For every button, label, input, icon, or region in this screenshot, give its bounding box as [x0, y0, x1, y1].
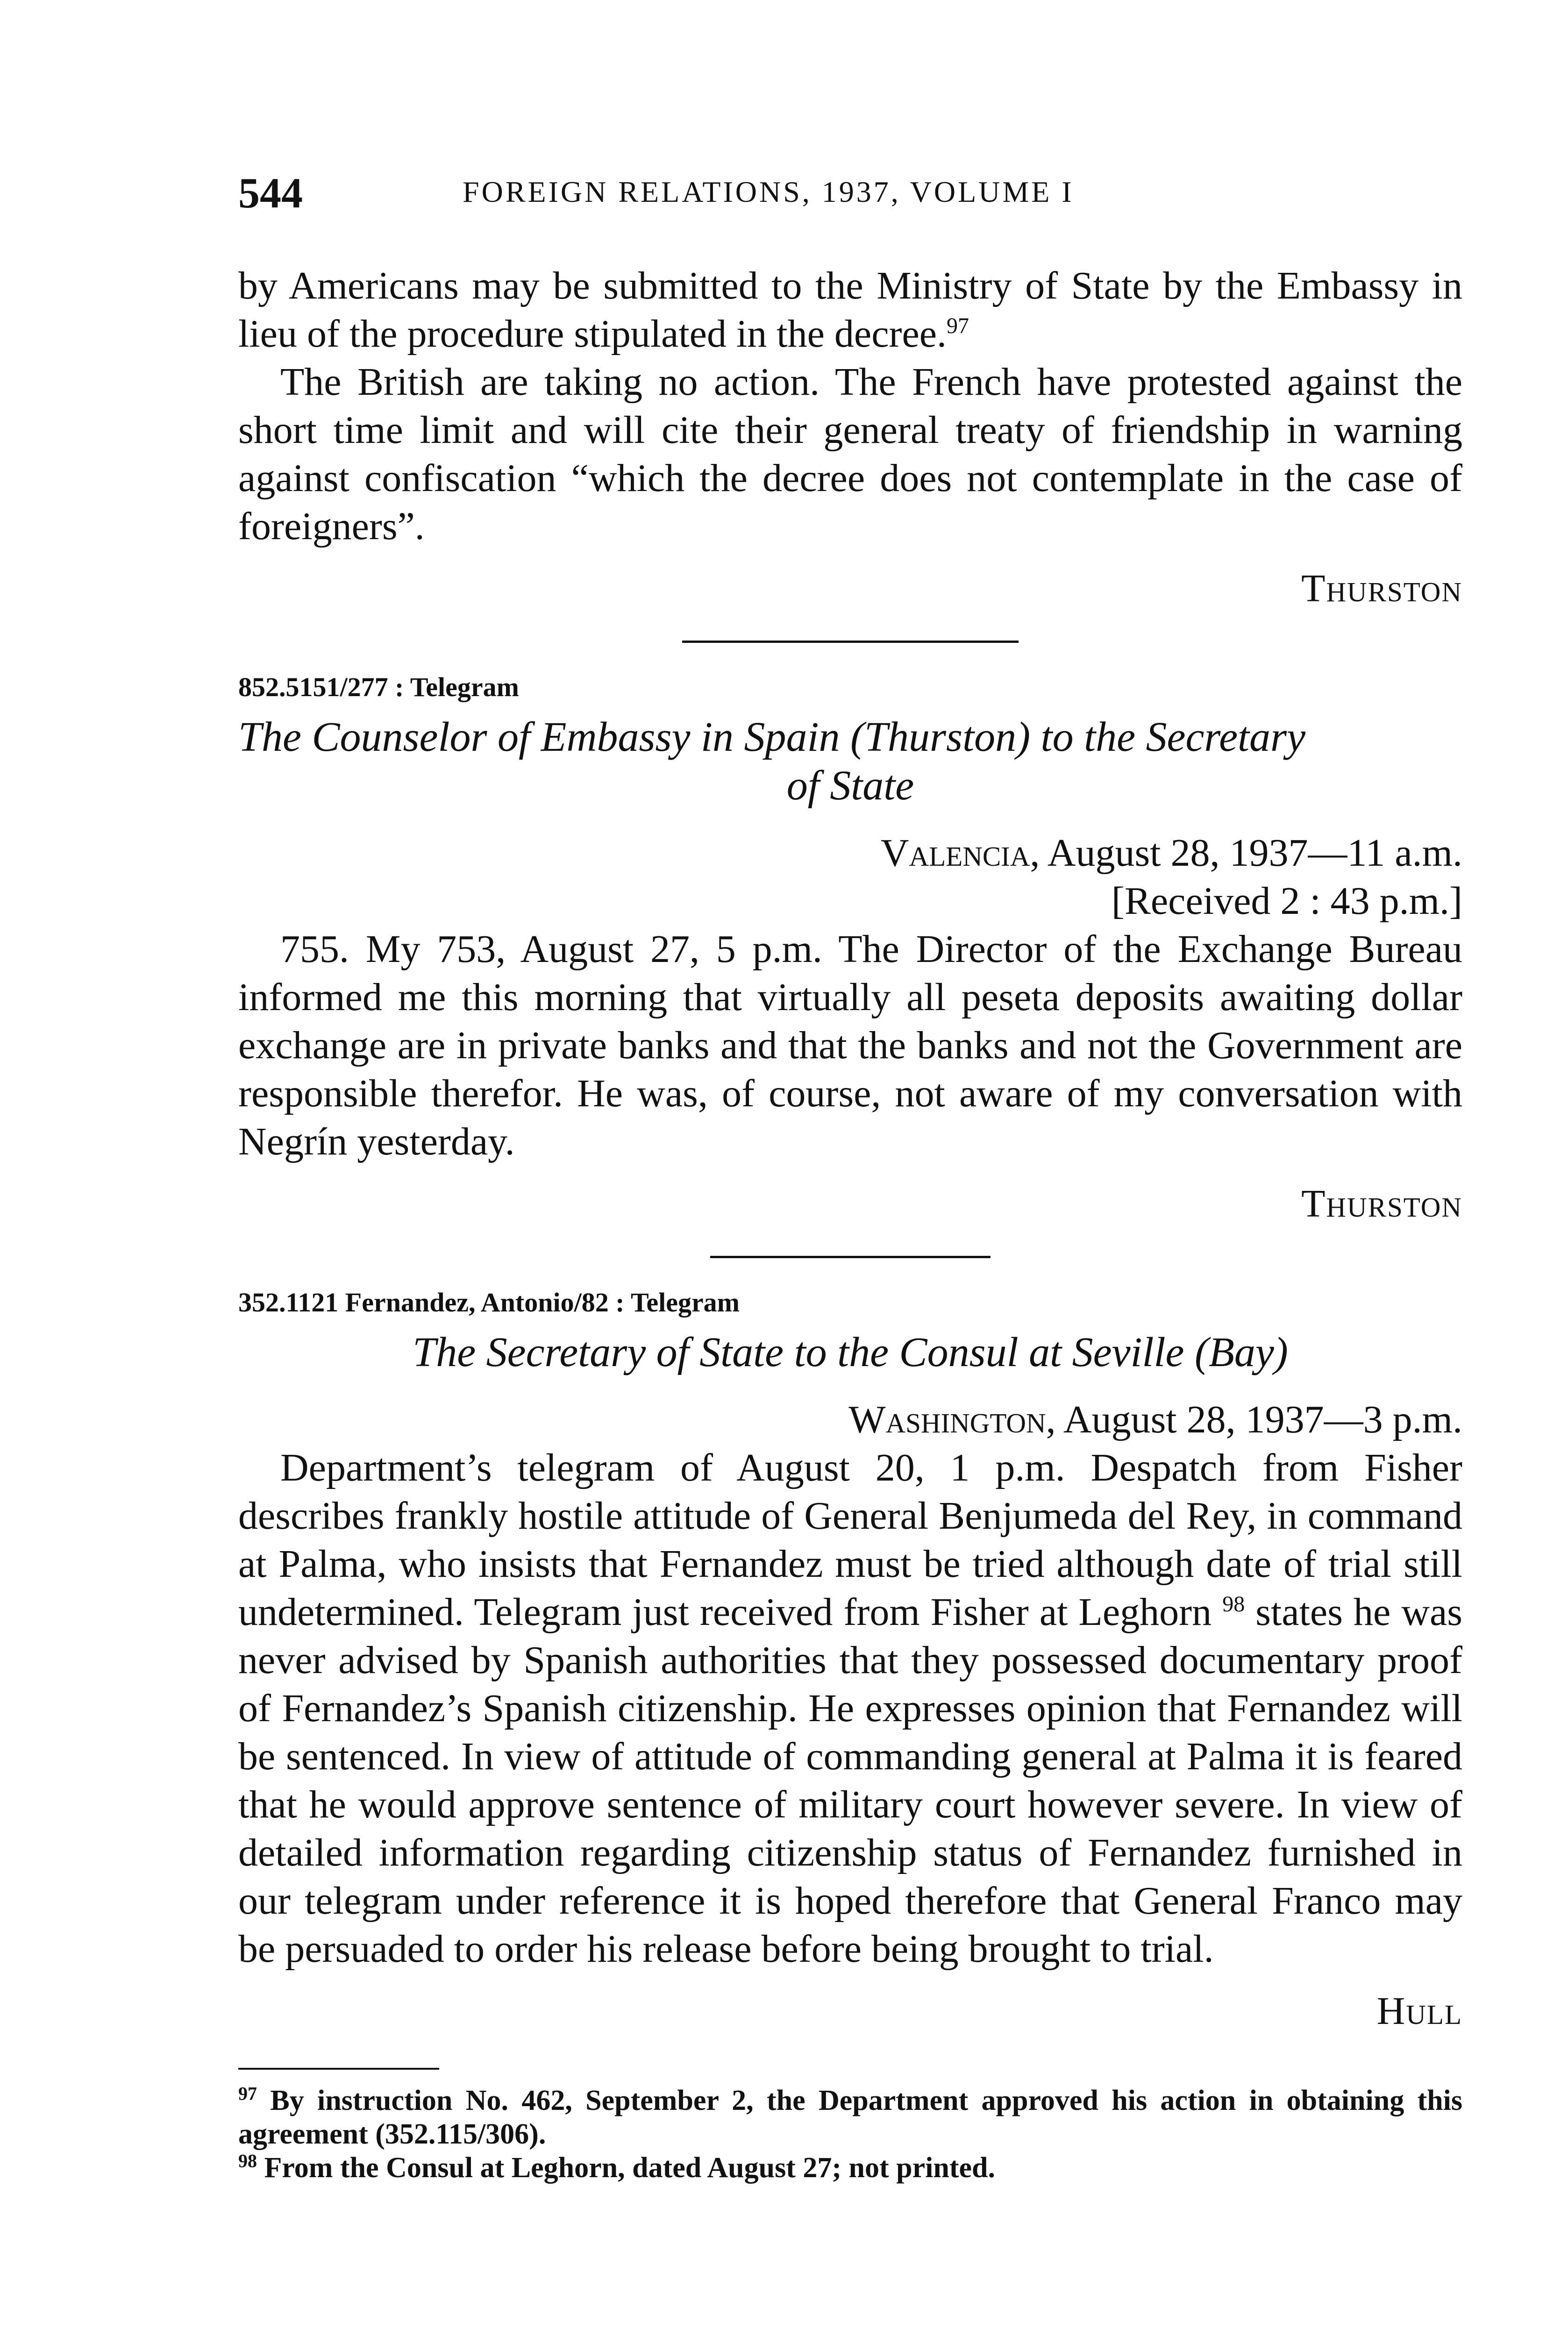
page-body — [238, 262, 1462, 2185]
footnote-text: By instruction No. 462, September 2, the Department approved his action in obtaining this agreement (352.115/306). — [238, 2085, 1463, 2150]
dateline-valencia — [238, 829, 1462, 877]
footnote-text: From the Consul at Leghorn, dated August 27; not printed. — [264, 2152, 996, 2184]
file-reference-852: 852.5151/277 : Telegram — [238, 672, 519, 702]
dateline-place: Washington, — [848, 1398, 1056, 1441]
dateline-date: August 28, 1937—3 p.m. — [1055, 1398, 1462, 1441]
footnote-mark: 97 — [238, 2083, 257, 2104]
dateline-place: Valencia, — [880, 831, 1040, 875]
signature-thurston-2: Thurston — [1301, 1182, 1462, 1225]
page-header — [238, 159, 1462, 217]
signature-hull: Hull — [1376, 1989, 1462, 2033]
section-divider-2 — [710, 1256, 991, 1258]
telegram-755-body: 755. My 753, August 27, 5 p.m. The Director of the Exchange Bureau informed me this morning that virtually all peseta deposits awaiting dollar exchange are in private banks and that the banks and not the Government are responsible therefor. He was, of course, not aware of my conversation with Negrín yesterday. — [238, 927, 1462, 1163]
british-french-paragraph: The British are taking no action. The French have protested against the short time limit and will cite their general treaty of friendship in warning against confiscation “which the decree does not contemplate in the case of foreigners”. — [238, 360, 1462, 548]
document-title-counselor — [238, 713, 1462, 810]
telegram-hull-body — [238, 1444, 1462, 1973]
dateline-date: August 28, 1937—11 a.m. — [1040, 831, 1462, 875]
footnote-divider — [238, 2068, 439, 2070]
footnote-ref-97: 97 — [947, 313, 969, 338]
running-head: FOREIGN RELATIONS, 1937, VOLUME I — [463, 175, 1074, 208]
file-reference-352: 352.1121 Fernandez, Antonio/82 : Telegram — [238, 1287, 740, 1318]
dateline-washington — [238, 1396, 1462, 1444]
title-line-2: of State — [786, 762, 914, 809]
continuation-paragraph — [238, 262, 1462, 358]
continuation-text: by Americans may be submitted to the Ministry of State by the Embassy in lieu of the procedure stipulated in the decree. — [238, 264, 1462, 356]
received-note: [Received 2 : 43 p.m.] — [1111, 879, 1462, 923]
title-line-1: The Counselor of Embassy in Spain (Thurston) to the Secretary — [238, 714, 1306, 760]
page-number: 544 — [238, 169, 303, 217]
footnote-97 — [238, 2084, 1462, 2151]
body-text-b: states he was never advised by Spanish authorities that they possessed documentary proof of Fernandez’s Spanish citizenship. He expresses opinion that Fernandez will be sentenced. In view of attitude of commanding general at Palma it is feared that he would approve sentence of military court however severe. In view of detailed information regarding citizenship status of Fernandez furnished in our telegram under reference it is hoped therefore that General Franco may be persuaded to order his release before being brought to trial. — [238, 1590, 1462, 1971]
body-text-a: Department’s telegram of August 20, 1 p.m. Despatch from Fisher describes frankly hostile attitude of General Benjumeda del Rey, in command at Palma, who insists that Fernandez must be tried although date of trial still undetermined. Telegram just received from Fisher at Leghorn — [238, 1446, 1462, 1634]
section-divider-1 — [682, 641, 1019, 643]
document-title-secretary: The Secretary of State to the Consul at Seville (Bay) — [413, 1329, 1288, 1375]
footnote-ref-98: 98 — [1222, 1592, 1245, 1617]
footnote-98 — [238, 2151, 1462, 2185]
signature-thurston-1: Thurston — [1301, 567, 1462, 610]
document-page — [238, 0, 1462, 2336]
footnote-mark: 98 — [238, 2150, 257, 2172]
